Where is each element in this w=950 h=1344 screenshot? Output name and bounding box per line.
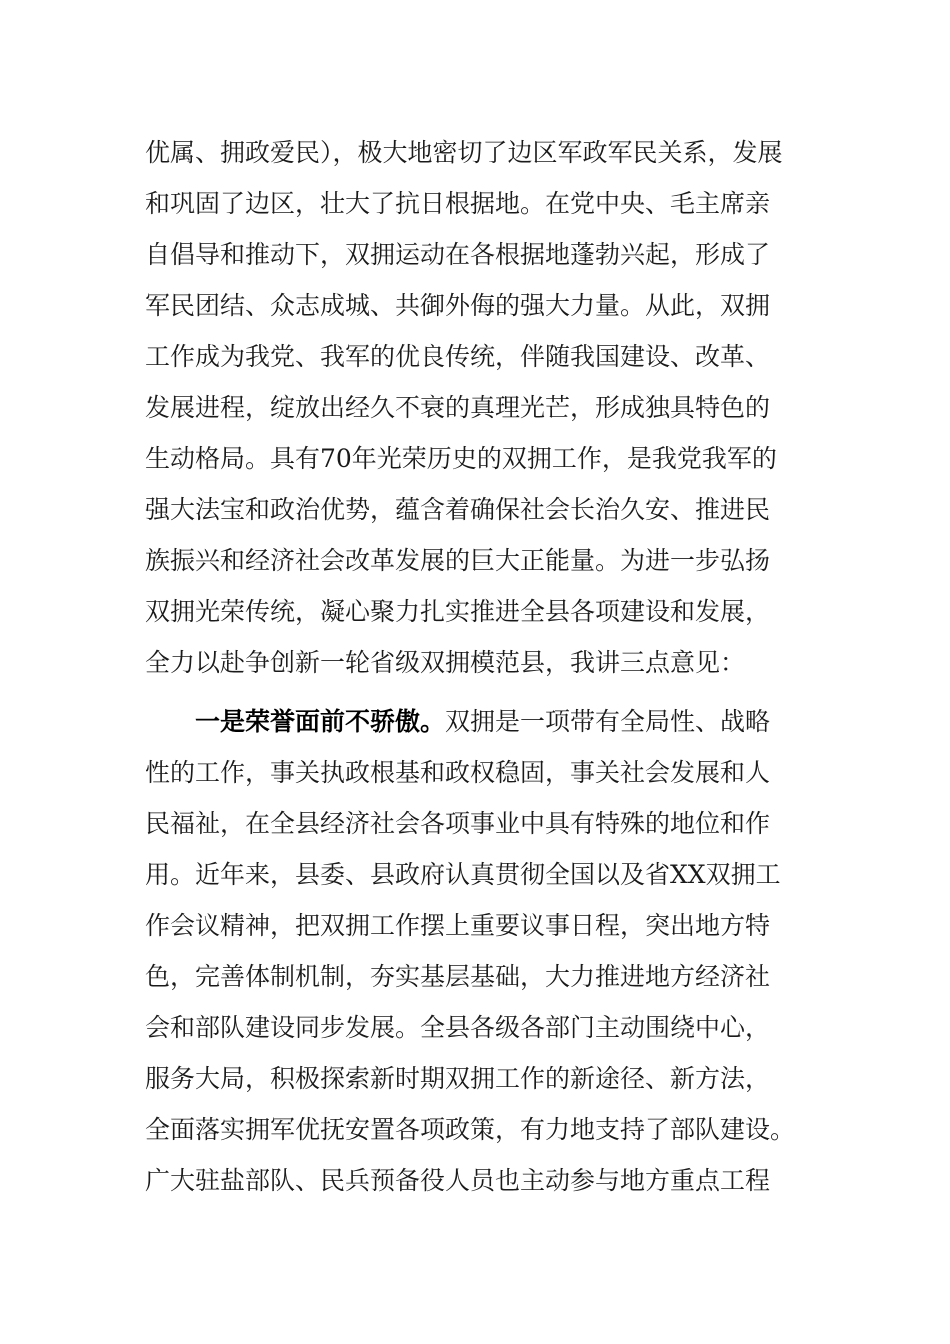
text-line: 全面落实拥军优抚安置各项政策，有力地支持了部队建设。 [145, 1115, 796, 1144]
text-line: 发展进程，绽放出经久不衰的真理光芒，形成独具特色的 [145, 393, 771, 422]
text-line: 双拥光荣传统，凝心聚力扎实推进全县各项建设和发展， [145, 597, 771, 626]
section-lead-heading: 一是荣誉面前不骄傲。 [195, 707, 446, 736]
text-line: 全力以赴争创新一轮省级双拥模范县，我讲三点意见： [145, 648, 746, 677]
text-line: 广大驻盐部队、民兵预备役人员也主动参与地方重点工程 [145, 1166, 771, 1195]
paragraph-1 [145, 127, 805, 688]
text-line: 军民团结、众志成城、共御外侮的强大力量。从此，双拥 [145, 291, 771, 320]
text-line: 生动格局。具有70年光荣历史的双拥工作，是我党我军的 [145, 444, 777, 473]
text-line: 用。近年来，县委、县政府认真贯彻全国以及省XX双拥工 [145, 860, 781, 889]
text-run: 双拥是一项带有全局性、战略 [445, 707, 771, 736]
text-line-first [145, 696, 805, 747]
paragraph-2 [145, 696, 805, 1206]
text-line: 会和部队建设同步发展。全县各级各部门主动围绕中心， [145, 1013, 771, 1042]
text-line: 优属、拥政爱民），极大地密切了边区军政军民关系，发展 [145, 138, 783, 167]
text-line: 强大法宝和政治优势，蕴含着确保社会长治久安、推进民 [145, 495, 771, 524]
text-line: 民福祉，在全县经济社会各项事业中具有特殊的地位和作 [145, 809, 771, 838]
text-line: 族振兴和经济社会改革发展的巨大正能量。为进一步弘扬 [145, 546, 771, 575]
text-line: 服务大局，积极探索新时期双拥工作的新途径、新方法， [145, 1064, 771, 1093]
text-line: 工作成为我党、我军的优良传统，伴随我国建设、改革、 [145, 342, 771, 371]
text-line: 性的工作，事关执政根基和政权稳固，事关社会发展和人 [145, 758, 771, 787]
text-line: 作会议精神，把双拥工作摆上重要议事日程，突出地方特 [145, 911, 771, 940]
text-line: 和巩固了边区，壮大了抗日根据地。在党中央、毛主席亲 [145, 189, 771, 218]
text-line: 自倡导和推动下，双拥运动在各根据地蓬勃兴起，形成了 [145, 240, 771, 269]
text-line: 色，完善体制机制，夯实基层基础，大力推进地方经济社 [145, 962, 771, 991]
